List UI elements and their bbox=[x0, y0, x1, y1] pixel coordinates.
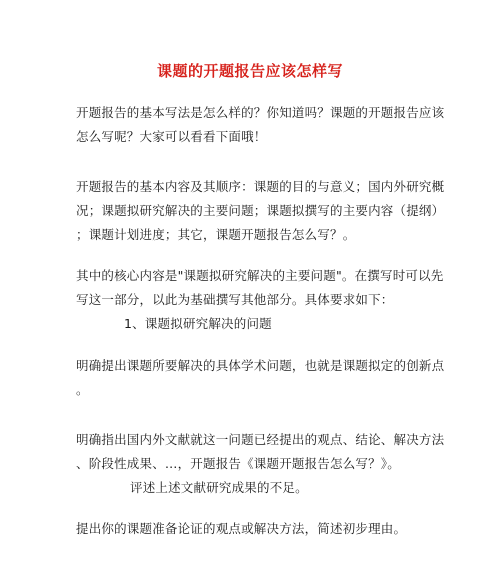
text-line: 、阶段性成果、…，开题报告《课题开题报告怎么写？》。 bbox=[76, 456, 400, 471]
text-line: 提出你的课题准备论证的观点或解决方法，简述初步理由。 bbox=[76, 521, 407, 536]
paragraph-research-problem bbox=[76, 354, 445, 402]
paragraph-literature bbox=[76, 428, 445, 500]
text-line: 。 bbox=[76, 382, 89, 397]
document-title: 课题的开题报告应该怎样写 bbox=[156, 62, 343, 80]
paragraph-core-content bbox=[76, 264, 444, 336]
text-line: 开题报告的基本写法是怎么样的？你知道吗？课题的开题报告应该 bbox=[76, 105, 445, 120]
text-line: ；课题计划进度；其它，课题开题报告怎么写？。 bbox=[76, 227, 356, 242]
text-line: 评述上述文献研究成果的不足。 bbox=[130, 480, 308, 495]
text-line: 其中的核心内容是"课题拟研究解决的主要问题"。在撰写时可以先 bbox=[76, 268, 444, 283]
text-line: 明确指出国内外文献就这一问题已经提出的观点、结论、解决方法 bbox=[76, 432, 445, 447]
text-line: 明确提出课题所要解决的具体学术问题，也就是课题拟定的创新点 bbox=[76, 358, 445, 373]
text-line: 写这一部分，以此为基础撰写其他部分。具体要求如下： bbox=[76, 292, 394, 307]
text-line: 开题报告的基本内容及其顺序：课题的目的与意义；国内外研究概 bbox=[76, 179, 445, 194]
text-line: 况；课题拟研究解决的主要问题；课题拟撰写的主要内容（提纲） bbox=[76, 203, 445, 218]
paragraph-intro bbox=[76, 101, 445, 149]
paragraph-argument bbox=[76, 517, 434, 541]
section-heading: 1、课题拟研究解决的问题 bbox=[124, 316, 272, 331]
text-line: 怎么写呢？大家可以看看下面哦！ bbox=[76, 129, 267, 144]
paragraph-content-order bbox=[76, 175, 445, 247]
